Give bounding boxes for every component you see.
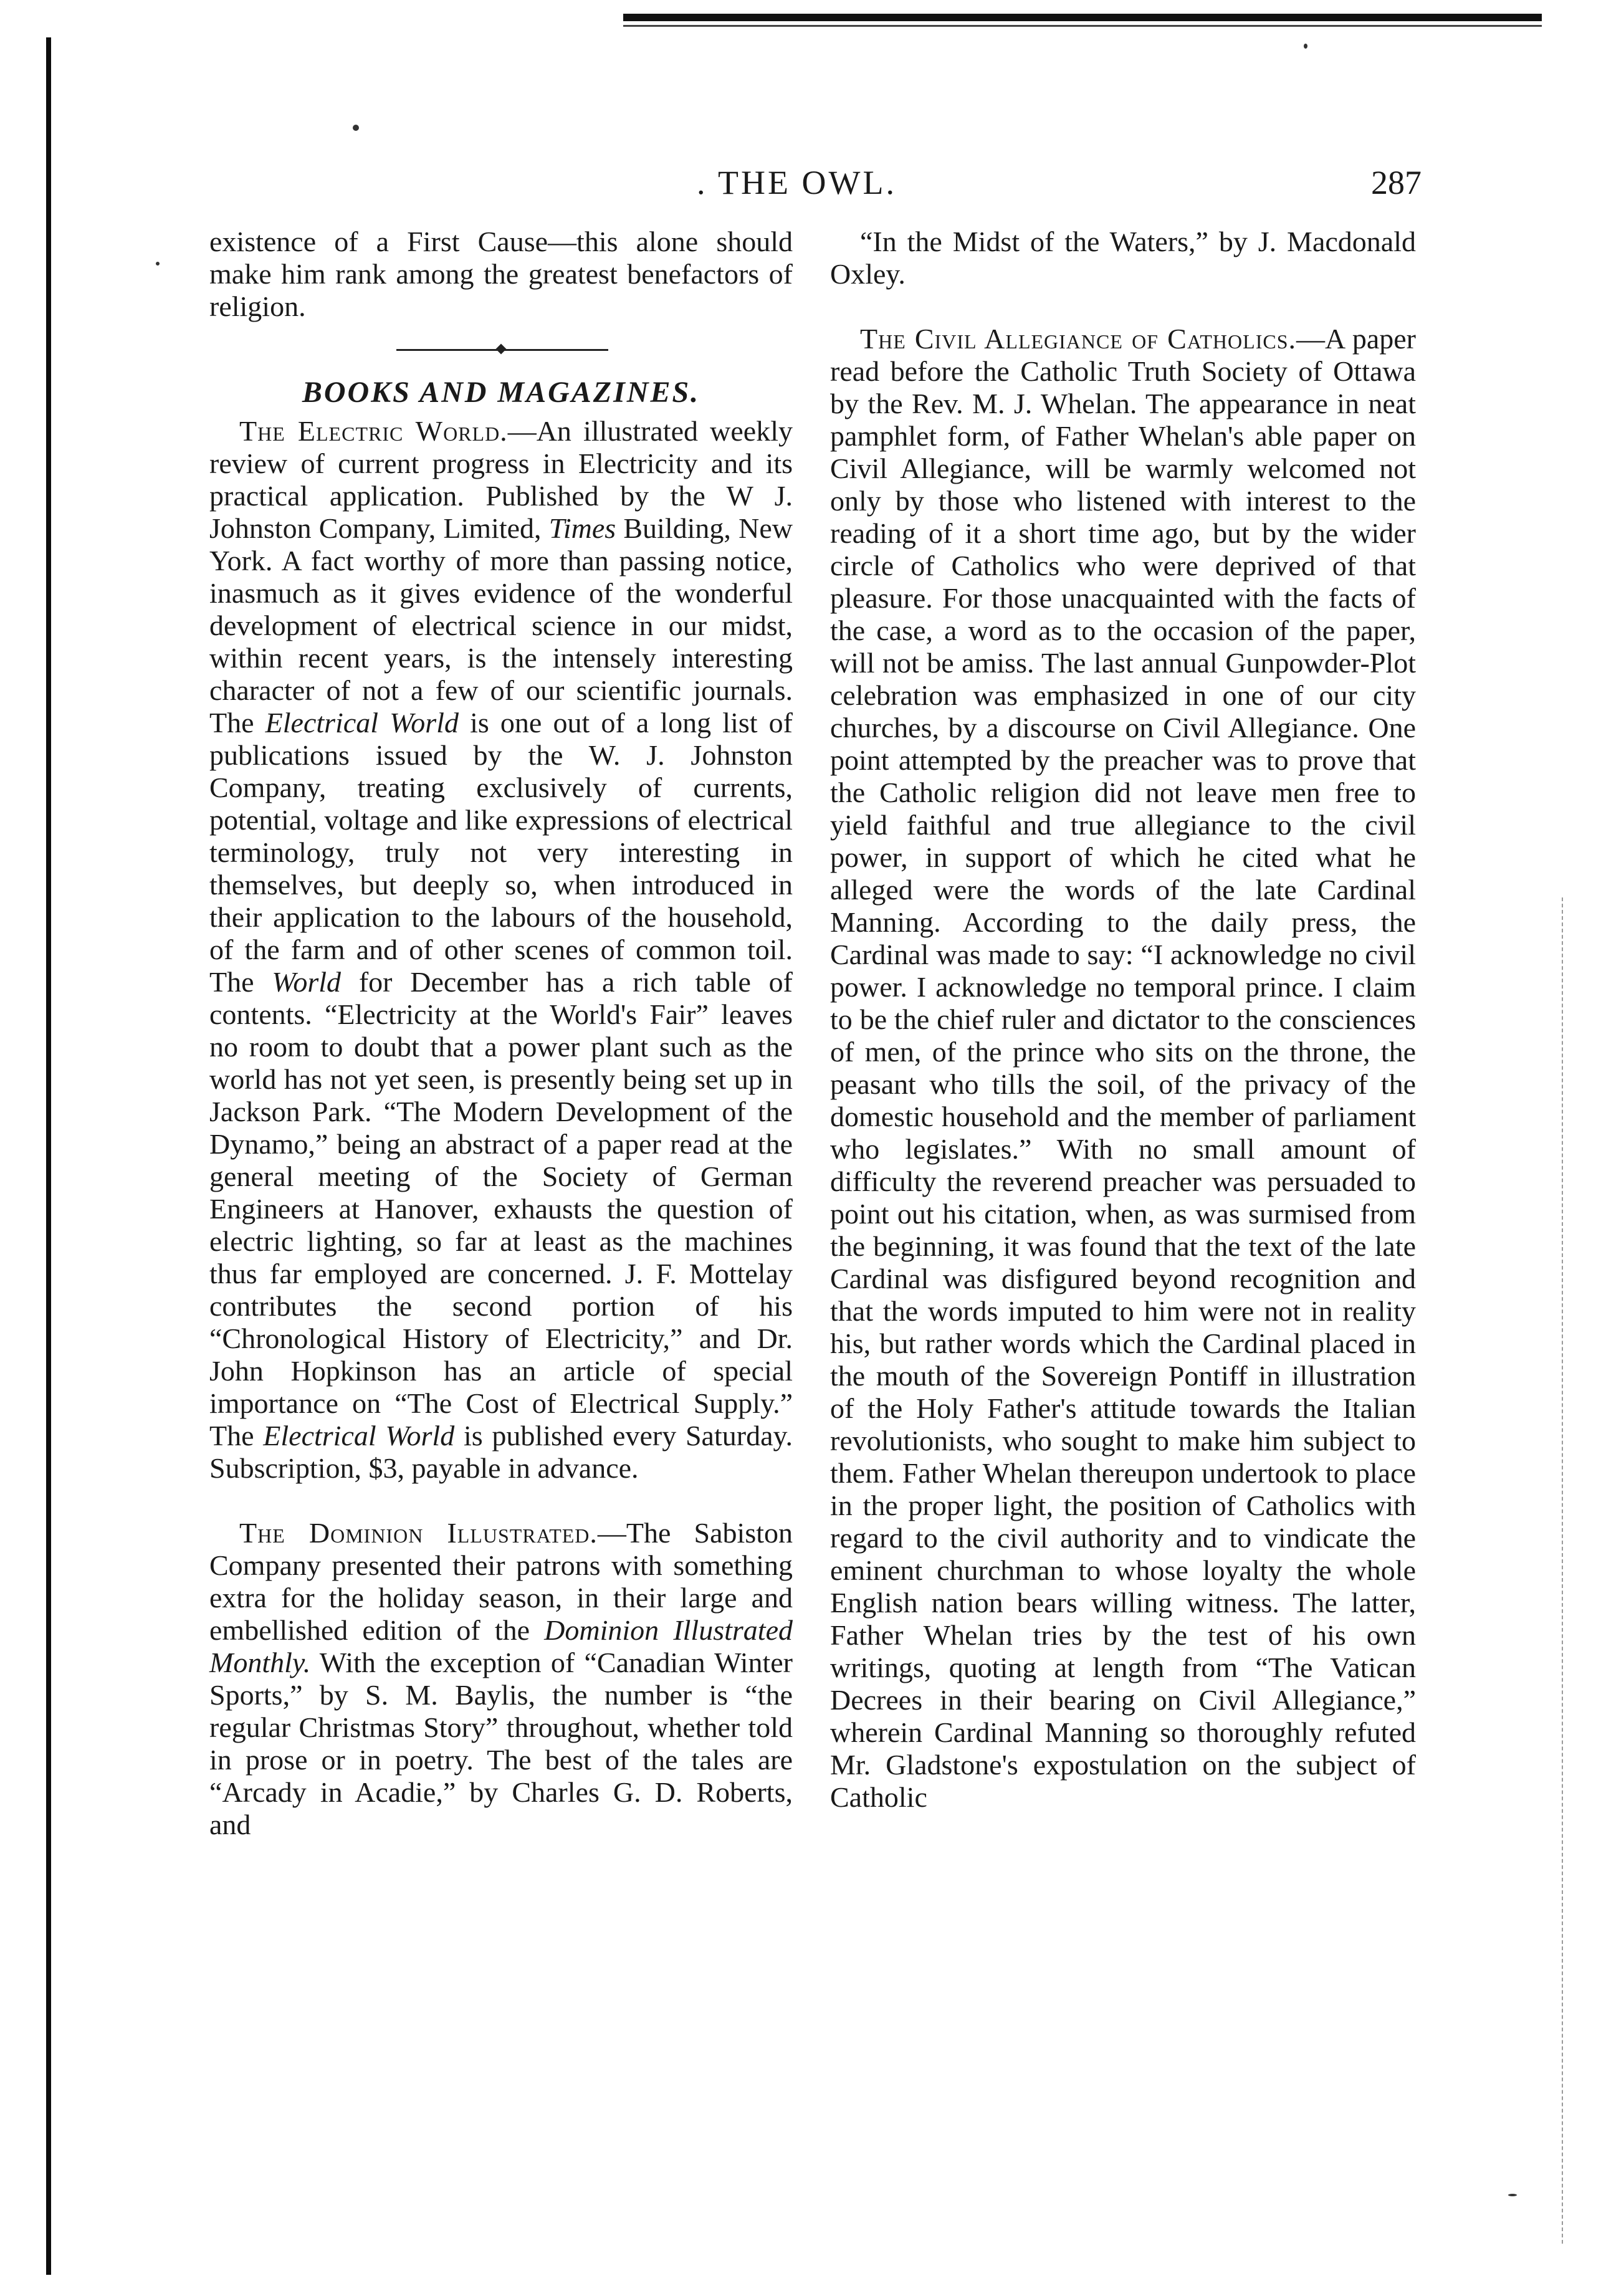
review-civil-allegiance: The Civil Allegiance of Catholics.—A paper read before the Catholic Truth Society of Ottawa by the Rev. M. J. Whelan. The appearance in neat pamphlet form, of Father Whelan's able paper on Civil Allegiance, will be warmly welcomed not only by those who listened with interest to the reading of it a short time ago, but by the wider circle of Catholics who were deprived of that pleasure. For those unacquainted with the facts of the case, a word as to the occasion of the paper, will not be amiss. The last annual Gunpowder-Plot celebration was emphasized in one of our city churches, by a discourse on Civil Allegiance. One point attempted by the preacher was to prove that the Catholic religion did not leave men free to yield faithful and true allegiance to the civil power, in support of which he cited what he alleged were the words of the late Cardinal Manning. According to the daily press, the Cardinal was made to say: “I acknowledge no civil power. I acknowledge no temporal prince. I claim to be the chief ruler and dictator to the consciences of men, of the prince who sits on the throne, the peasant who tills the soil, of the privacy of the domestic household and the member of parliament who legislates.” With no small amount of difficulty the reverend preacher was persuaded to point out his citation, when, as was surmised from the beginning, it was found that the text of the late Cardinal was disfigured beyond recognition and that the words imputed to him were not in reality his, but rather words which the Cardinal placed in the mouth of the Sovereign Pontiff in illustration of the Holy Father's attitude towards the Italian revolutionists, who sought to make him subject to them. Father Whelan thereupon undertook to place in the proper light, the position of Catholics with regard to the civil authority and to vindicate the eminent churchman to whose loyalty the whole English nation bears willing witness. The latter, Father Whelan tries by the test of his own writings, quoting at length from “The Vatican Decrees in their bearing on Civil Allegiance,” wherein Cardinal Manning so thoroughly refuted Mr. Gladstone's expostulation on the subject of Catholic: [830, 323, 1416, 1813]
italic-title: World: [272, 966, 342, 998]
binding-edge: [46, 37, 51, 2275]
scan-speck: [1304, 44, 1307, 49]
section-divider: [209, 334, 793, 366]
scan-speck: [353, 125, 359, 131]
review-electric-world: The Electric World.—An illustrated weekly review of current progress in Electricity and its practical application. Published by the W J. Johnston Company, Limited, Times Building, New York. A fact worthy of more than passing notice, inasmuch as it gives evidence of the wonderful development of electrical science in our midst, within recent years, is the intensely interesting character of not a few of our scientific journals. The Electrical World is one out of a long list of publications issued by the W. J. Johnston Company, treating exclusively of currents, potential, voltage and like expressions of electrical terminology, truly not very interesting in themselves, but deeply so, when introduced in their application to the labours of the household, of the farm and of other scenes of common toil. The World for December has a rich table of contents. “Electricity at the World's Fair” leaves no room to doubt that a power plant such as the world has not yet seen, is presently being set up in Jackson Park. “The Modern Development of the Dynamo,” being an abstract of a paper read at the general meeting of the Society of German Engineers at Hanover, exhausts the question of electric lighting, so far at least as the machines thus far employed are concerned. J. F. Mottelay contributes the second portion of his “Chronological History of Electricity,” and Dr. John Hopkinson has an article of special importance on “The Cost of Electrical Supply.” The Electrical World is published every Saturday. Subscription, $3, payable in advance.: [209, 415, 793, 1484]
review-heading: The Electric World.: [239, 415, 508, 447]
review-heading: The Dominion Illustrated.: [239, 1517, 598, 1549]
scan-speck: [1508, 2194, 1517, 2196]
divider-ornament-icon: [496, 344, 507, 355]
intro-paragraph: existence of a First Cause—this alone should make him rank among the greatest benefactors of religion.: [209, 226, 793, 322]
top-border-rule: [623, 14, 1542, 21]
italic-title: Electrical World: [265, 707, 459, 739]
journal-title: . THE OWL.: [697, 164, 897, 201]
scan-speck: [156, 262, 160, 265]
review-heading: The Civil Allegiance of Catholics.: [860, 323, 1296, 355]
review-dominion-illustrated: The Dominion Illustrated.—The Sabiston Company presented their patrons with something extra for the holiday season, in their large and embellished edition of the Dominion Illustrated Monthly. With the exception of “Canadian Winter Sports,” by S. M. Baylis, the number is “the regular Christmas Story” throughout, whether told in prose or in poetry. The best of the tales are “Arcady in Acadie,” by Charles G. D. Roberts, and: [209, 1517, 793, 1840]
continuation-paragraph: “In the Midst of the Waters,” by J. Macdonald Oxley.: [830, 226, 1416, 290]
right-column: [830, 226, 1416, 1814]
scan-edge-artifact: [1562, 897, 1564, 2244]
italic-title: Electrical World: [263, 1420, 455, 1452]
italic-title: Times: [548, 512, 616, 544]
page-number: 287: [1371, 164, 1422, 201]
top-border-thin-rule: [623, 25, 1542, 27]
running-head: [0, 163, 1601, 201]
left-column: [209, 226, 793, 1841]
section-title: BOOKS AND MAGAZINES.: [302, 376, 700, 409]
italic-title: Dominion Illustrated Monthly.: [209, 1614, 793, 1678]
